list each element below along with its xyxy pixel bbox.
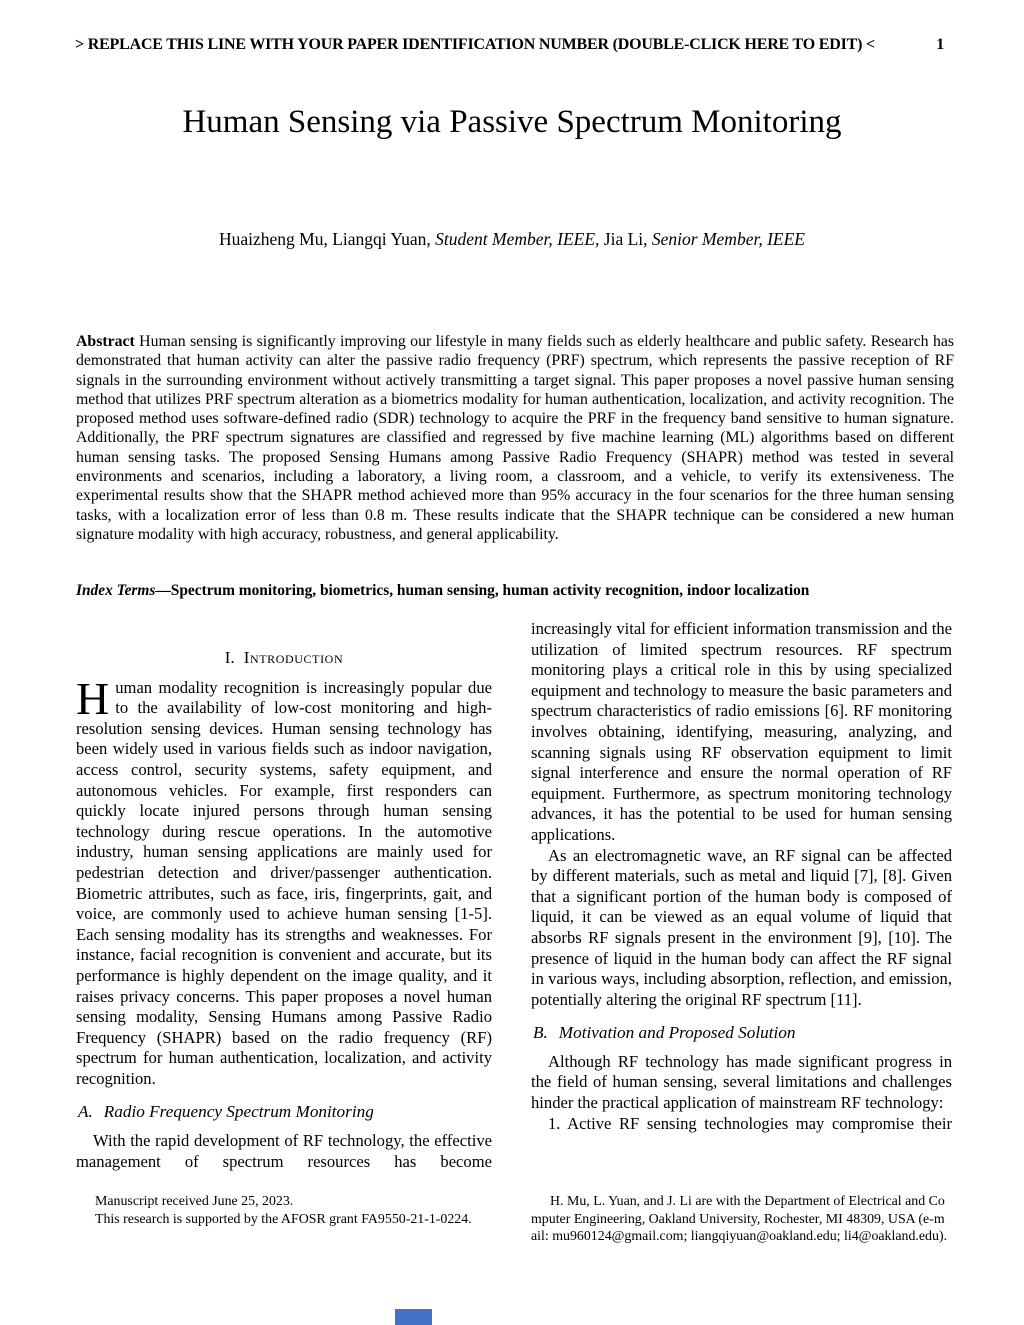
abstract <box>76 332 954 544</box>
author-names: Huaizheng Mu, Liangqi Yuan, <box>219 229 436 249</box>
author-line <box>0 229 1024 250</box>
subsection-heading-b <box>533 1023 952 1044</box>
subsection-a-title: Radio Frequency Spectrum Monitoring <box>103 1102 374 1122</box>
paper-title: Human Sensing via Passive Spectrum Monitoring <box>182 104 842 140</box>
abstract-text: Human sensing is significantly improving our lifestyle in many fields such as elderly healthcare and public safety. Research has demonstrated that human activity can alter the passive radio frequency (PRF) spectrum, which represents the passive reception of RF signals in the surrounding environment without actively transmitting a target signal. This paper proposes a novel passive human sensing method that utilizes PRF spectrum alteration as a biometrics modality for human authentication, localization, and activity recognition. The proposed method uses software-defined radio (SDR) technology to acquire the PRF in the frequency band sensitive to human signature. Additionally, the PRF spectrum signatures are classified and regressed by five machine learning (ML) algorithms based on different human sensing tasks. The proposed Sensing Humans among Passive Radio Frequency (SHAPR) method was tested in several environments and scenarios, including a laboratory, a living room, a classroom, and a vehicle, to verify its extensiveness. The experimental results show that the SHAPR method achieved more than 95% accuracy in the four scenarios for the three human sensing tasks, with a localization error of less than 0.8 m. These results indicate that the SHAPR technique can be considered a new human signature modality with high accuracy, robustness, and general applicability. <box>76 333 954 543</box>
abstract-label: Abstract <box>76 333 135 350</box>
section-heading-introduction <box>76 648 492 669</box>
page-number: 1 <box>936 36 944 53</box>
column2-list-item-1: 1. Active RF sensing technologies may compromise their <box>548 1113 952 1133</box>
index-terms <box>76 581 954 600</box>
footnote-left <box>76 1193 496 1228</box>
column2-paragraph-2: As an electromagnetic wave, an RF signal can be affected by different materials, such as metal and liquid [7], [8]. Given that a significant portion of the human body is composed of liquid, it can be viewed as an equal volume of liquid that absorbs RF signals present in the environment [9], [10]. The presence of liquid in the human body can affect the RF signal in various ways, including absorption, reflection, and emission, potentially altering the original RF spectrum [11]. <box>531 845 952 1009</box>
running-head-text: > REPLACE THIS LINE WITH YOUR PAPER IDENTIFICATION NUMBER (DOUBLE-CLICK HERE TO EDIT) < <box>75 36 875 53</box>
column2-paragraph-3: Although RF technology has made significant progress in the field of human sensing, several limitations and challenges hinder the practical application of mainstream RF technology: <box>531 1051 952 1113</box>
column2-paragraph-1: increasingly vital for efficient information transmission and the utilization of limited spectrum resources. RF spectrum monitoring plays a critical role in this by using specialized equipment and technology to measure the basic parameters and spectrum characteristics of radio emissions [6]. RF monitoring involves obtaining, identifying, measuring, analyzing, and scanning signals using RF observation equipment to limit signal interference and ensure the normal operation of RF equipment. Furthermore, as spectrum monitoring technology advances, it has the potential to be used for human sensing applications. <box>531 619 952 844</box>
subsection-a-numeral: A. <box>78 1102 93 1122</box>
blue-marker <box>395 1309 432 1325</box>
footnote-manuscript-received: Manuscript received June 25, 2023. <box>95 1194 294 1209</box>
section-numeral: I. <box>224 648 235 667</box>
footnote-grant: This research is supported by the AFOSR grant FA9550-21-1-0224. <box>95 1211 472 1227</box>
footnote-right <box>531 1193 967 1246</box>
index-terms-label: Index Terms <box>76 582 156 599</box>
author-names-2: Jia Li <box>599 229 644 249</box>
footnote-affiliation-line-3: ail: mu960124@gmail.com; liangqiyuan@oakland.edu; li4@oakland.edu). <box>531 1229 948 1245</box>
dropcap-letter: H <box>76 672 110 724</box>
section-title-text: Introduction <box>243 648 344 667</box>
subsection-b-title: Motivation and Proposed Solution <box>558 1023 796 1043</box>
author-role-1: Student Member, IEEE, <box>435 229 600 249</box>
footnote-affiliation-line-1: H. Mu, L. Yuan, and J. Li are with the Department of Electrical and Co <box>550 1194 945 1209</box>
section-a-paragraph: With the rapid development of RF technology, the effective management of spectrum resources has become <box>76 1131 492 1171</box>
intro-paragraph-text: uman modality recognition is increasingly popular due to the availability of low-cost monitoring and high-resolution sensing devices. Human sensing technology has been widely used in various fields such as indoor navigation, access control, security systems, safety equipment, and autonomous vehicles. For example, first responders can quickly locate injured persons through human sensing technology during rescue operations. In the automotive industry, human sensing applications are mainly used for pedestrian detection and driver/passenger authentication. Biometric attributes, such as face, iris, fingerprints, gait, and voice, are commonly used to achieve human sensing [1-5]. Each sensing modality has its strengths and weaknesses. For instance, facial recognition is convenient and accurate, but its performance is highly dependent on the image quality, and it raises privacy concerns. This paper proposes a novel human sensing modality, Sensing Humans among Passive Radio Frequency (SHAPR) based on the radio frequency (RF) spectrum for human authentication, localization, and activity recognition. <box>76 677 492 1088</box>
footnote-affiliation-line-2: mputer Engineering, Oakland University, Rochester, MI 48309, USA (e-m <box>531 1211 945 1227</box>
subsection-heading-a <box>78 1102 492 1123</box>
running-head <box>75 36 944 54</box>
intro-paragraph <box>76 672 492 1090</box>
author-role-2: , Senior Member, IEEE <box>643 229 805 249</box>
column-left <box>76 648 492 1172</box>
index-terms-text: —Spectrum monitoring, biometrics, human sensing, human activity recognition, indoor localization <box>155 582 810 599</box>
column-right <box>531 619 952 1134</box>
subsection-b-numeral: B. <box>533 1023 548 1043</box>
